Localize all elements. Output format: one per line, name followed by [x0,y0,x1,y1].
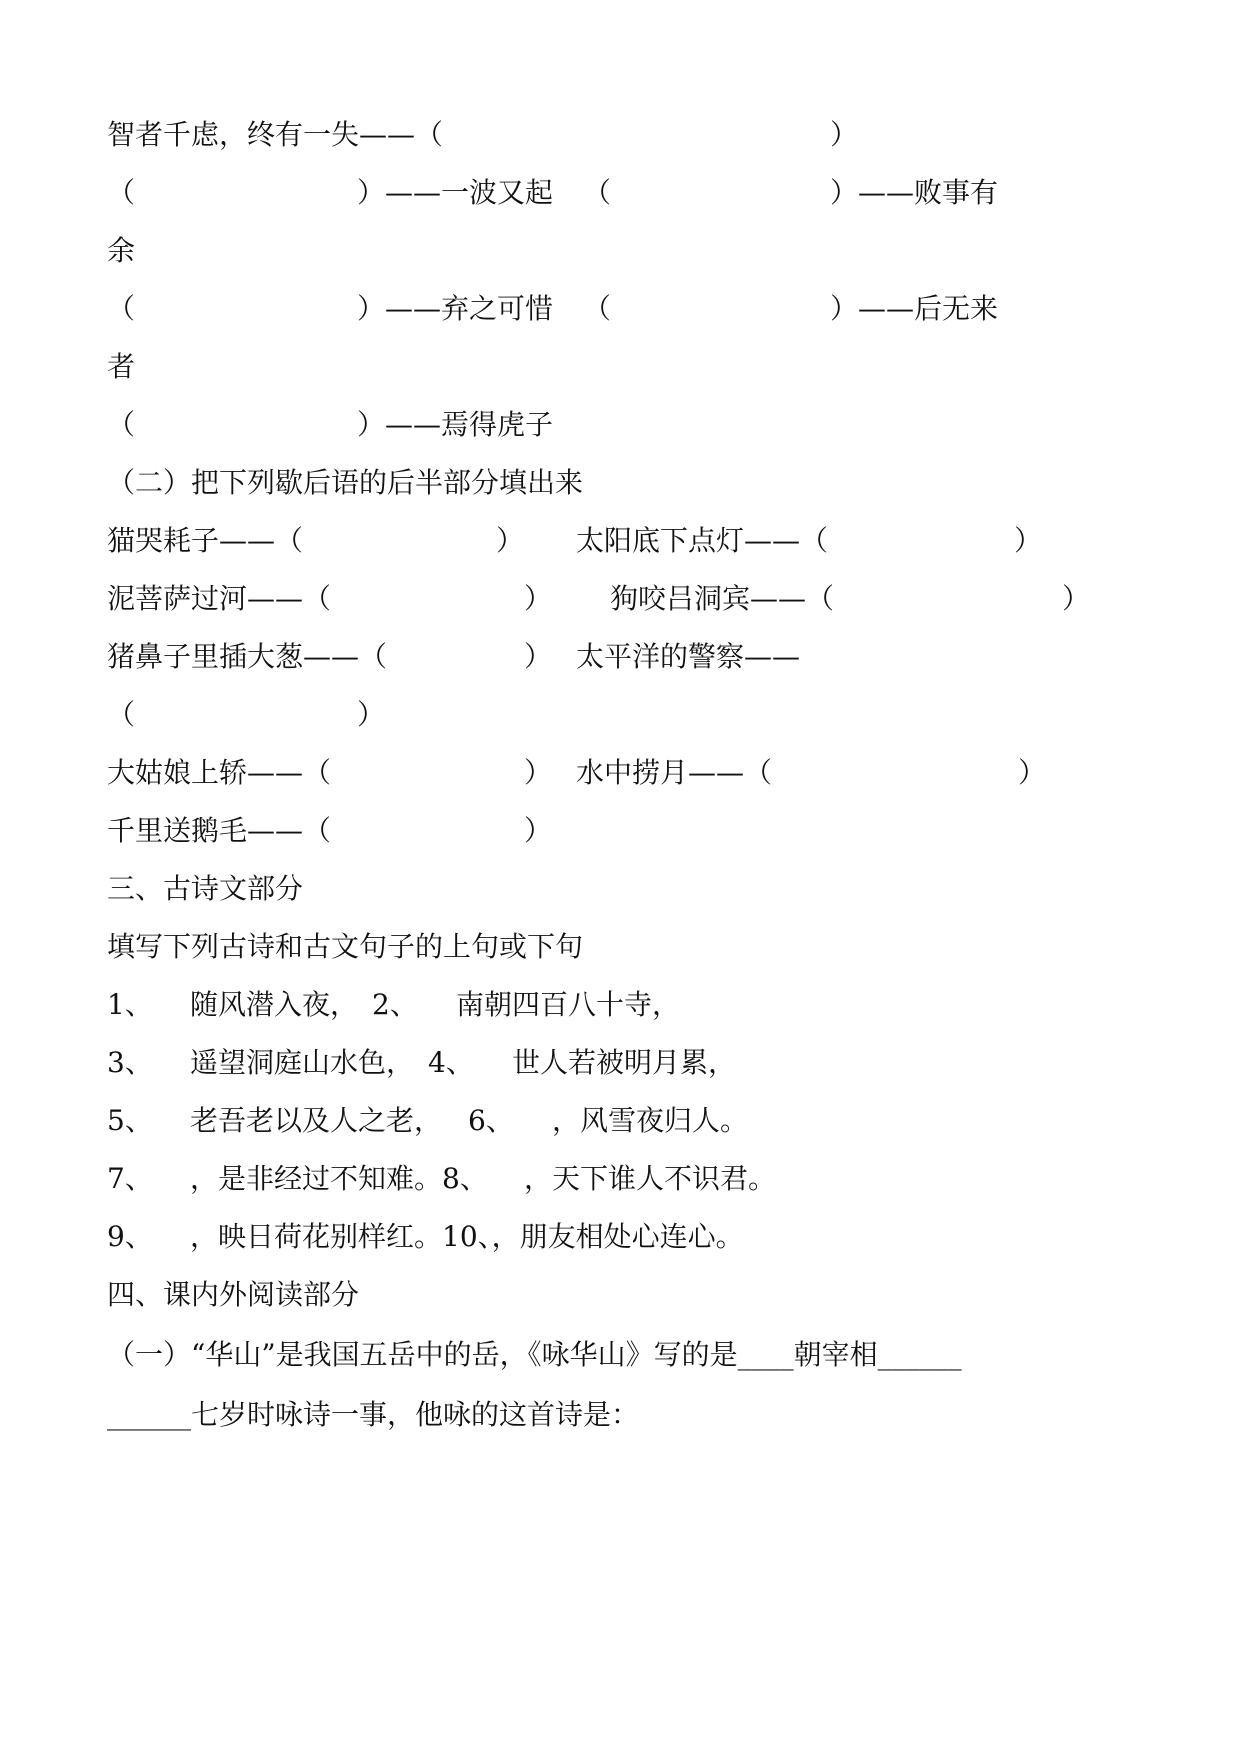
idiom-3-open: （ [583,176,612,209]
poem-5: 老吾老以及人之老， [190,1104,443,1137]
xhy-6-close: ） [357,698,386,731]
idiom-1-close: ） [830,118,859,151]
xhy-4: 狗咬吕洞宾——（ [610,582,835,615]
xhy-1-close: ） [496,524,525,557]
poem-6-num: 6、 [468,1104,514,1137]
poem-4-num: 4、 [428,1046,474,1079]
poem-2-num: 2、 [372,988,418,1021]
xhy-3: 泥菩萨过河——（ [107,582,332,615]
poem-9-num: 9、 [107,1220,153,1253]
section-3-instruction: 填写下列古诗和古文句子的上句或下句 [107,930,584,963]
idiom-5: ）——后无来 [830,292,999,325]
xhy-9: 千里送鹅毛——（ [107,814,332,847]
idiom-2: ）——一波又起 [357,176,554,209]
xhy-1: 猫哭耗子——（ [107,524,304,557]
idiom-3-cont: 余 [107,234,136,267]
xhy-2: 太阳底下点灯——（ [576,524,829,557]
poem-7-num: 7、 [107,1162,153,1195]
poem-3-num: 3、 [107,1046,153,1079]
poem-2: 南朝四百八十寺， [456,988,681,1021]
xhy-5: 猪鼻子里插大葱——（ [107,640,388,673]
poem-1: 随风潜入夜， [190,988,359,1021]
xhy-6: 太平洋的警察—— [576,640,801,673]
xhy-4-close: ） [1062,582,1091,615]
reading-1-cont: ______七岁时咏诗一事，他咏的这首诗是： [107,1398,640,1431]
poem-7: ，是非经过不知难。8、 [190,1162,488,1195]
xhy-7: 大姑娘上轿——（ [107,756,332,789]
idiom-5-cont: 者 [107,350,136,383]
section-4-heading: 四、课内外阅读部分 [107,1278,360,1311]
idiom-6: ）——焉得虎子 [357,408,554,441]
xhy-8-close: ） [1018,756,1047,789]
poem-8: ，天下谁人不识君。 [524,1162,777,1195]
poem-5-num: 5、 [107,1104,153,1137]
idiom-2-open: （ [107,176,136,209]
reading-1: （一）“华山”是我国五岳中的岳，《咏华山》写的是____朝宰相______ [107,1338,962,1371]
idiom-3: ）——败事有 [830,176,999,209]
section-2-heading: （二）把下列歇后语的后半部分填出来 [107,466,584,499]
xhy-7-close: ） [524,756,553,789]
xhy-2-close: ） [1014,524,1043,557]
poem-1-num: 1、 [107,988,153,1021]
idiom-1: 智者千虑，终有一失——（ [107,118,444,151]
idiom-4-open: （ [107,292,136,325]
idiom-6-open: （ [107,408,136,441]
poem-3: 遥望洞庭山水色， [190,1046,415,1079]
poem-9: ，映日荷花别样红。10、，朋友相处心连心。 [190,1220,744,1253]
xhy-9-close: ） [524,814,553,847]
xhy-3-close: ） [524,582,553,615]
xhy-6-open: （ [107,698,136,731]
poem-4: 世人若被明月累， [512,1046,737,1079]
idiom-4: ）——弃之可惜 [357,292,554,325]
xhy-5-close: ） [524,640,553,673]
xhy-8: 水中捞月——（ [576,756,773,789]
poem-6: ，风雪夜归人。 [552,1104,749,1137]
section-3-heading: 三、古诗文部分 [107,872,304,905]
idiom-5-open: （ [583,292,612,325]
